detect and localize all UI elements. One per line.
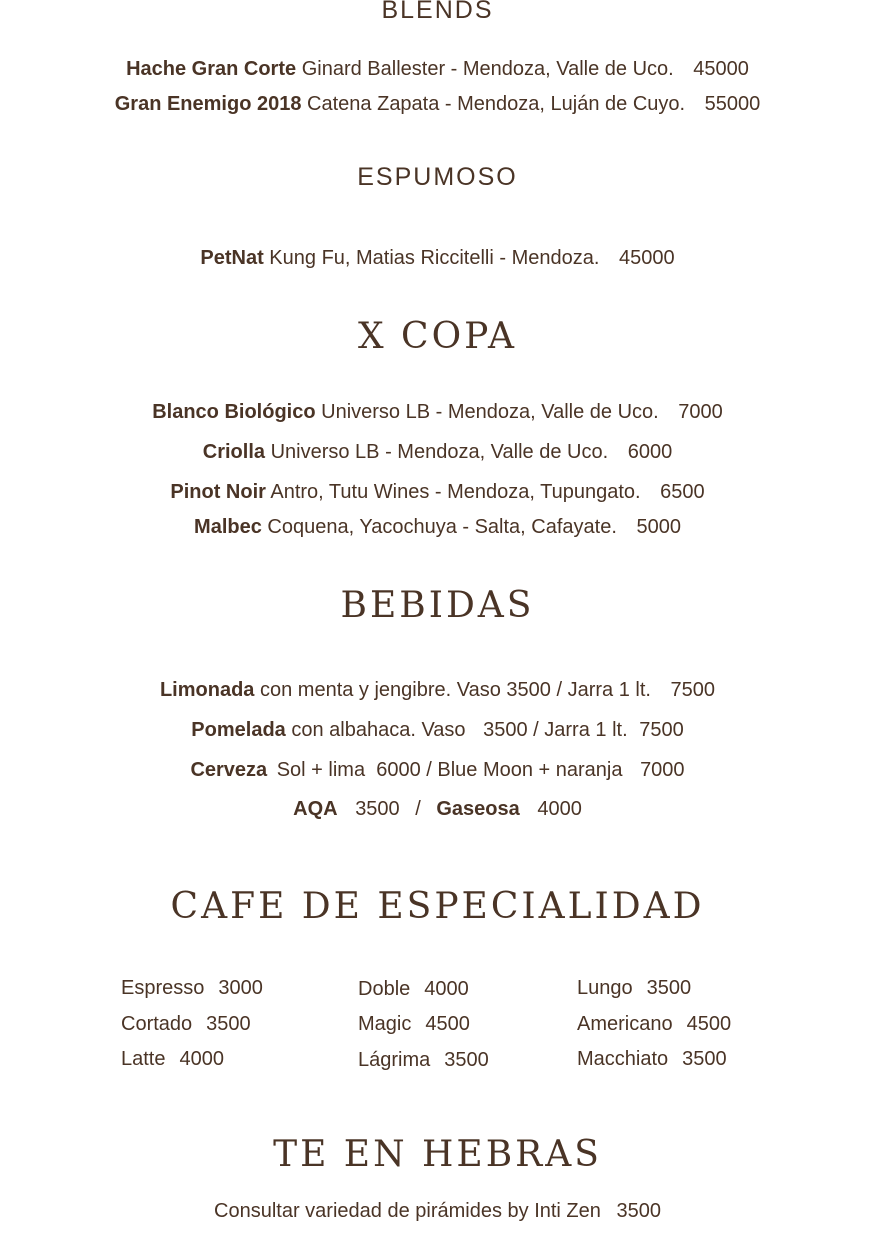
- item-mid: 3500 / Jarra 1 lt.: [483, 719, 628, 741]
- item-name: PetNat: [200, 247, 264, 269]
- item-price: 3500: [206, 1013, 251, 1035]
- item-name: Blanco Biológico: [152, 401, 316, 423]
- cafe-item-magic: [358, 1013, 470, 1036]
- item-name: Criolla: [202, 441, 266, 463]
- item-price: 7000: [678, 401, 723, 423]
- menu-item-hache: [0, 58, 875, 81]
- menu-item-cerveza: [0, 759, 875, 782]
- item-name: Doble: [358, 978, 411, 1000]
- item-name: Lungo: [577, 977, 633, 999]
- menu-item-aqa-gaseosa: [0, 798, 875, 821]
- section-title-te: TE EN HEBRAS: [273, 1134, 602, 1175]
- item-name: Gran Enemigo 2018: [114, 93, 302, 115]
- item-price: 45000: [693, 58, 749, 80]
- item-name: Pinot Noir: [170, 481, 266, 503]
- item-desc: Consultar variedad de pirámides by Inti Zen: [214, 1200, 601, 1222]
- cafe-item-americano: [577, 1013, 731, 1036]
- menu-item-criolla: [0, 441, 875, 464]
- item-desc: Ginard Ballester - Mendoza, Valle de Uco.: [301, 58, 674, 80]
- item-price: 55000: [704, 93, 761, 115]
- cafe-item-doble: [358, 978, 469, 1001]
- item-price: 3500: [682, 1048, 727, 1070]
- item-price: 3500: [355, 798, 400, 820]
- item-name: AQA: [293, 798, 338, 820]
- item-price: 6000: [627, 441, 673, 463]
- separator: /: [415, 798, 421, 820]
- cafe-item-latte: [121, 1048, 224, 1071]
- item-price: 7500: [639, 719, 684, 741]
- item-price: 45000: [619, 247, 675, 269]
- item-name: Magic: [358, 1013, 412, 1035]
- item-name: Americano: [577, 1013, 673, 1035]
- item-name: Espresso: [121, 977, 205, 999]
- menu-item-malbec: [0, 516, 875, 539]
- item-price: 4500: [686, 1013, 732, 1035]
- menu-item-pinot-noir: [0, 481, 875, 504]
- item-price: 4000: [424, 978, 469, 1000]
- menu-item-petnat: [0, 247, 875, 270]
- item-price: 6500: [660, 481, 705, 503]
- section-title-cafe: CAFE DE ESPECIALIDAD: [170, 886, 705, 927]
- item-price: 7500: [670, 679, 716, 701]
- item-desc: Coquena, Yacochuya - Salta, Cafayate.: [267, 516, 617, 538]
- item-name-2: Gaseosa: [436, 798, 520, 820]
- item-price: 3500: [646, 977, 692, 999]
- menu-item-te: [0, 1200, 875, 1223]
- cafe-item-lungo: [577, 977, 691, 1000]
- menu-item-gran-enemigo: [0, 93, 875, 116]
- cafe-item-cortado: [121, 1013, 251, 1036]
- item-desc: Universo LB - Mendoza, Valle de Uco.: [270, 441, 609, 463]
- item-name: Lágrima: [358, 1049, 431, 1071]
- item-name: Limonada: [159, 679, 255, 701]
- item-name: Macchiato: [577, 1048, 669, 1070]
- section-title-blends: BLENDS: [381, 0, 494, 24]
- item-desc: con menta y jengibre. Vaso 3500 / Jarra 1 lt.: [259, 679, 651, 701]
- item-price: 4500: [425, 1013, 470, 1035]
- item-price: 7000: [640, 759, 685, 781]
- section-title-bebidas: BEBIDAS: [340, 585, 535, 626]
- item-desc: Universo LB - Mendoza, Valle de Uco.: [321, 401, 659, 423]
- section-title-espumoso: ESPUMOSO: [357, 163, 518, 191]
- item-price: 3000: [218, 977, 263, 999]
- item-name: Pomelada: [191, 719, 286, 741]
- item-price: 5000: [636, 516, 681, 538]
- item-desc: Antro, Tutu Wines - Mendoza, Tupungato.: [270, 481, 641, 503]
- section-title-copa: X COPA: [357, 316, 518, 357]
- menu-item-limonada: [0, 679, 875, 702]
- menu-item-blanco: [0, 401, 875, 424]
- item-name: Latte: [121, 1048, 166, 1070]
- menu-item-pomelada: [0, 719, 875, 742]
- cafe-item-macchiato: [577, 1048, 727, 1071]
- item-price: 4000: [179, 1048, 224, 1070]
- item-name: Malbec: [194, 516, 262, 538]
- item-price: 3500: [616, 1200, 661, 1222]
- cafe-item-espresso: [121, 977, 263, 1000]
- item-name: Hache Gran Corte: [126, 58, 297, 80]
- item-name: Cortado: [121, 1013, 193, 1035]
- item-price: 3500: [444, 1049, 489, 1071]
- item-price-2: 4000: [537, 798, 582, 820]
- item-desc: Catena Zapata - Mendoza, Luján de Cuyo.: [307, 93, 686, 115]
- item-desc: Kung Fu, Matias Riccitelli - Mendoza.: [269, 247, 600, 269]
- item-name: Cerveza: [190, 759, 268, 781]
- item-desc: Sol + lima 6000 / Blue Moon + naranja: [276, 759, 623, 781]
- item-desc: con albahaca. Vaso: [291, 719, 466, 741]
- cafe-item-lagrima: [358, 1049, 489, 1072]
